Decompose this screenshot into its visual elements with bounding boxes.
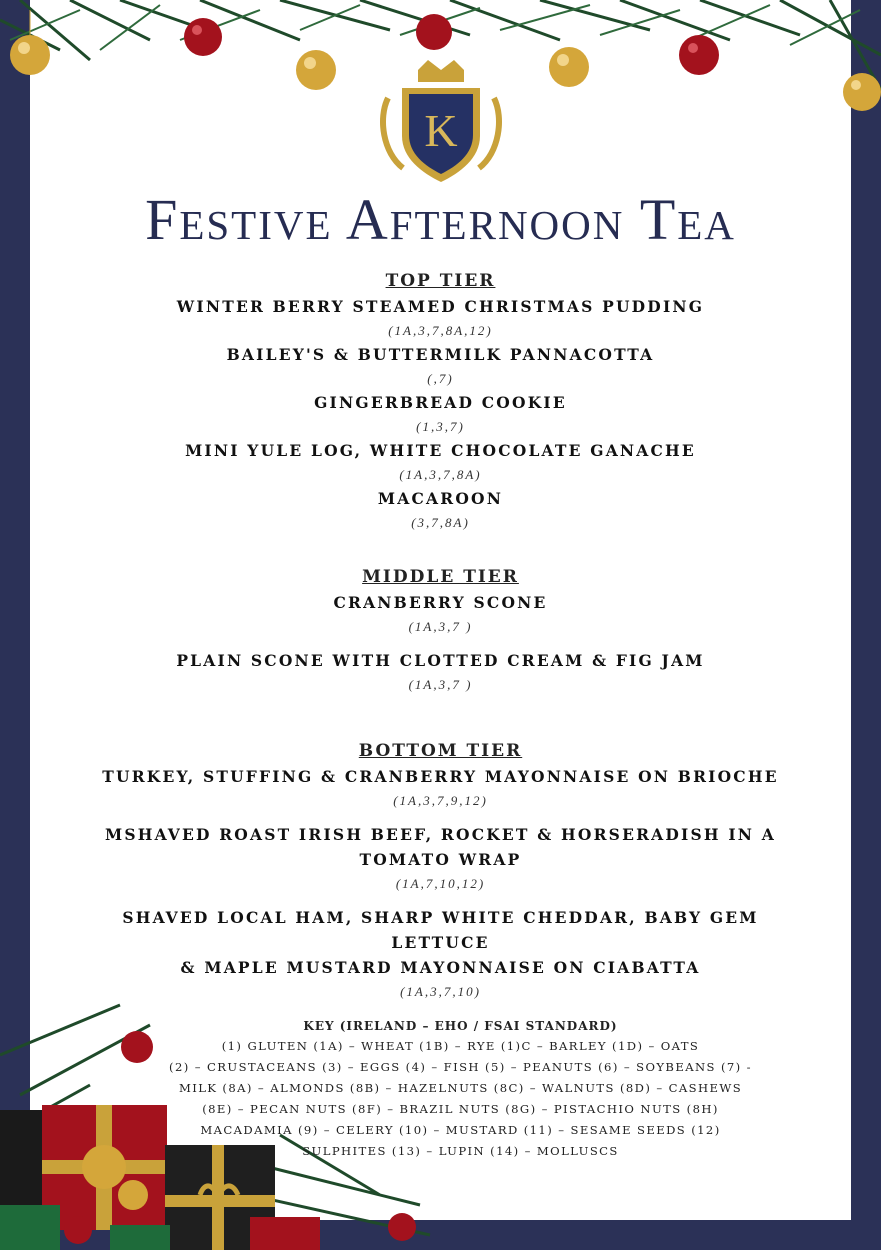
key-line: (8E) – PECAN NUTS (8F) – BRAZIL NUTS (8G) – PISTACHIO NUTS (8H) <box>202 1102 719 1116</box>
tier-heading-top: TOP TIER <box>385 271 496 291</box>
menu-item-name: GINGERBREAD COOKIE <box>314 393 567 412</box>
menu-item-name: TOMATO WRAP <box>359 850 522 869</box>
menu-list <box>80 268 801 1003</box>
gold-bauble-icon <box>118 1180 148 1210</box>
menu-item-allergens: (1A,3,7,9,12) <box>393 793 488 808</box>
red-bauble-icon <box>388 1213 416 1241</box>
key-line: MACADAMIA (9) – CELERY (10) – MUSTARD (11) – SESAME SEEDS (12) <box>200 1123 721 1137</box>
page-title: Festive Afternoon Tea <box>145 187 736 252</box>
menu-item-name: PLAIN SCONE WITH CLOTTED CREAM & FIG JAM <box>176 651 705 670</box>
menu-item-name: & MAPLE MUSTARD MAYONNAISE ON CIABATTA <box>180 958 701 977</box>
menu-item-name: MACAROON <box>377 489 504 508</box>
menu-item-allergens: (1A,3,7,8A) <box>399 467 482 482</box>
menu-item-name: SHAVED LOCAL HAM, SHARP WHITE CHEDDAR, BABY GEM LETTUCE <box>122 908 759 952</box>
menu-item-allergens: (1A,7,10,12) <box>395 876 486 891</box>
menu-item-name: MSHAVED ROAST IRISH BEEF, ROCKET & HORSERADISH IN A <box>105 825 776 844</box>
menu-item-allergens: (1A,3,7,8A,12) <box>388 323 493 338</box>
menu-item-allergens: (3,7,8A) <box>411 515 470 530</box>
crest-logo-icon <box>378 58 504 186</box>
menu-item-allergens: (1A,3,7 ) <box>408 677 473 692</box>
tier-heading-middle: MIDDLE TIER <box>362 567 519 587</box>
menu-item-allergens: (1A,3,7 ) <box>408 619 473 634</box>
key-line: (1) GLUTEN (1A) – WHEAT (1B) – RYE (1)C – BARLEY (1D) – OATS <box>221 1039 700 1053</box>
tier-heading-bottom: BOTTOM TIER <box>358 741 523 761</box>
green-gift-icon <box>0 1205 60 1250</box>
menu-item-name: TURKEY, STUFFING & CRANBERRY MAYONNAISE ON BRIOCHE <box>102 767 779 786</box>
crest-letter: K <box>424 105 458 156</box>
menu-item-allergens: (1A,3,7,10) <box>400 984 481 999</box>
menu-item-name: BAILEY'S & BUTTERMILK PANNACOTTA <box>226 345 655 364</box>
key-title: KEY (IRELAND – EHO / FSAI STANDARD) <box>303 1019 618 1033</box>
key-line: (2) – CRUSTACEANS (3) – EGGS (4) – FISH (5) – PEANUTS (6) – SOYBEANS (7) - <box>169 1060 752 1074</box>
menu-item-name: MINI YULE LOG, WHITE CHOCOLATE GANACHE <box>185 441 696 460</box>
menu-item-allergens: (,7) <box>427 371 454 386</box>
menu-item-name: CRANBERRY SCONE <box>333 593 548 612</box>
allergen-key <box>140 1016 781 1162</box>
menu-item-name: WINTER BERRY STEAMED CHRISTMAS PUDDING <box>176 297 705 316</box>
menu-item-allergens: (1,3,7) <box>416 419 465 434</box>
key-line: SULPHITES (13) – LUPIN (14) – MOLLUSCS <box>302 1144 619 1158</box>
key-line: MILK (8A) – ALMONDS (8B) – HAZELNUTS (8C) – WALNUTS (8D) – CASHEWS <box>178 1081 743 1095</box>
